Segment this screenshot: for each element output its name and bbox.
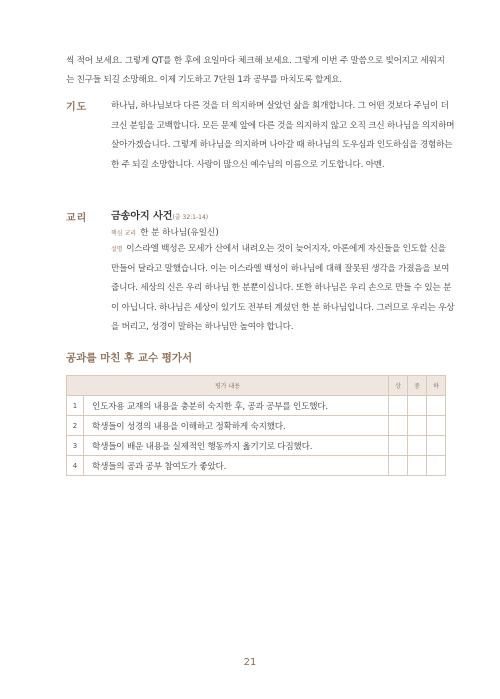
row-number: 1 xyxy=(67,396,84,416)
row-number: 2 xyxy=(67,416,84,436)
row-text: 학생들이 성경의 내용을 이해하고 정확하게 숙지했다. xyxy=(84,416,389,436)
core-doctrine-text: 한 분 하나님(유일신) xyxy=(140,228,219,238)
intro-paragraph: 씩 적어 보세요. 그렇게 QT를 한 후에 요일마다 체크해 보세요. 그렇게 이번 주 말씀으로 빚어지고 세워지는 친구들 되길 소망해요. 이제 기도하고 7단원 1과 공부를 마치도록 할게요. xyxy=(66,56,445,85)
prayer-label: 기도 xyxy=(66,102,88,113)
row-text: 인도자용 교재의 내용을 충분히 숙지한 후, 공과 공부를 인도했다. xyxy=(84,396,389,416)
check-mid[interactable] xyxy=(408,436,427,456)
header-low: 하 xyxy=(427,376,446,396)
row-number: 3 xyxy=(67,436,84,456)
explanation-tag: 설명 xyxy=(111,246,123,253)
check-high[interactable] xyxy=(389,396,408,416)
check-low[interactable] xyxy=(427,456,446,476)
table-row xyxy=(67,456,446,476)
row-text: 학생들의 공과 공부 참여도가 좋았다. xyxy=(84,456,389,476)
row-number: 4 xyxy=(67,456,84,476)
table-row xyxy=(67,416,446,436)
check-low[interactable] xyxy=(427,396,446,416)
header-mid: 중 xyxy=(408,376,427,396)
doctrine-title-text: 금송아지 사건 xyxy=(111,211,173,222)
check-mid[interactable] xyxy=(408,416,427,436)
header-high: 상 xyxy=(389,376,408,396)
check-high[interactable] xyxy=(389,416,408,436)
check-high[interactable] xyxy=(389,456,408,476)
check-high[interactable] xyxy=(389,436,408,456)
table-row xyxy=(67,436,446,456)
header-content: 평가 내용 xyxy=(67,376,389,396)
doctrine-explanation xyxy=(111,240,456,338)
prayer-text: 하나님, 하나님보다 다른 것을 더 의지하며 살았던 삶을 회개합니다. 그 어떤 것보다 주님이 더 크신 분임을 고백합니다. 모든 문제 앞에 다른 것을 의지하지 않고 오직 크신 하나님을 의지하며 살아가겠습니다. 그렇게 하나님을 의지하며 나아갈 때 하나님의 도우심과 인도하심을 경험하는 한 주 되길 소망합니다. 사랑이 많으신 예수님의 이름으로 기도합니다. 아멘. xyxy=(111,101,455,170)
evaluation-table xyxy=(66,375,446,476)
doctrine-label: 교리 xyxy=(66,213,88,224)
doctrine-title xyxy=(111,207,208,222)
doctrine-reference: (출 32:1-14) xyxy=(172,214,209,221)
check-mid[interactable] xyxy=(408,456,427,476)
check-low[interactable] xyxy=(427,436,446,456)
check-low[interactable] xyxy=(427,416,446,436)
evaluation-title: 공과를 마친 후 교수 평가서 xyxy=(66,352,193,364)
core-doctrine-tag: 핵심 교리 xyxy=(111,230,137,237)
row-text: 학생들이 배운 내용을 실제적인 행동까지 옮기기로 다짐했다. xyxy=(84,436,389,456)
page-number: 21 xyxy=(243,657,257,668)
explanation-text: 이스라엘 백성은 모세가 산에서 내려오는 것이 늦어지자, 아론에게 자신들을 인도할 신을 만들어 달라고 말했습니다. 이는 이스라엘 백성이 하나님에 대해 잘못된 생각을 가졌음을 보여 줍니다. 세상의 신은 우리 하나님 한 분뿐이십니다. 또한 하나님은 우리 손으로 만들 수 있는 분이 아닙니다. 하나님은 세상이 있기도 전부터 계셨던 한 분 하나님입니다. 그러므로 우리는 우상을 버리고, 성경이 말하는 하나님만 높여야 합니다. xyxy=(111,244,455,332)
table-row xyxy=(67,396,446,416)
core-doctrine xyxy=(111,226,219,238)
evaluation-header-row xyxy=(67,376,446,396)
check-mid[interactable] xyxy=(408,396,427,416)
